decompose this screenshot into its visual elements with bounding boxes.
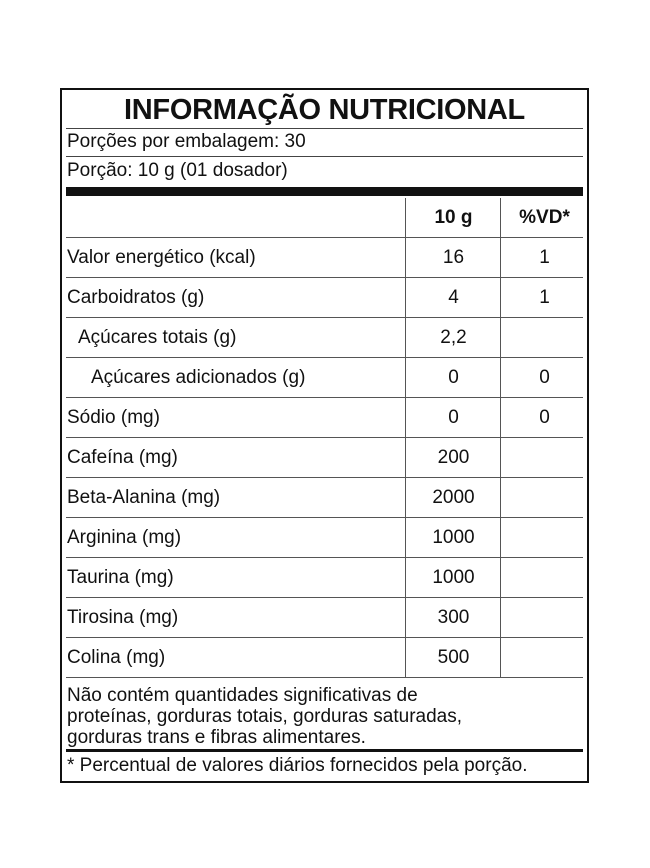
nutrient-quantity: 1000 bbox=[405, 558, 501, 597]
header-quantity: 10 g bbox=[405, 198, 501, 237]
nutrient-daily-value bbox=[500, 598, 588, 637]
table-row bbox=[66, 278, 583, 318]
footnote-divider bbox=[66, 749, 583, 752]
table-header-row bbox=[66, 198, 583, 238]
table-row bbox=[66, 598, 583, 638]
nutrient-daily-value bbox=[500, 518, 588, 557]
nutrient-daily-value: 1 bbox=[500, 278, 588, 317]
note-line: Não contém quantidades significativas de bbox=[67, 685, 418, 706]
table-row bbox=[66, 558, 583, 598]
table-row bbox=[66, 398, 583, 438]
nutrient-quantity: 300 bbox=[405, 598, 501, 637]
nutrient-name: Colina (mg) bbox=[67, 646, 166, 668]
nutrient-daily-value: 1 bbox=[500, 238, 588, 277]
note-line: proteínas, gorduras totais, gorduras saturadas, bbox=[67, 706, 463, 727]
nutrient-name: Carboidratos (g) bbox=[67, 286, 205, 308]
nutrient-name: Açúcares totais (g) bbox=[78, 326, 237, 348]
nutrient-daily-value bbox=[500, 638, 588, 677]
nutrient-daily-value bbox=[500, 478, 588, 517]
table-row bbox=[66, 638, 583, 678]
nutrient-quantity: 16 bbox=[405, 238, 501, 277]
nutrient-quantity: 2,2 bbox=[405, 318, 501, 357]
nutrient-name: Sódio (mg) bbox=[67, 406, 160, 428]
nutrient-name: Beta-Alanina (mg) bbox=[67, 486, 221, 508]
nutrient-daily-value bbox=[500, 558, 588, 597]
nutrient-name: Açúcares adicionados (g) bbox=[91, 366, 306, 388]
title-divider bbox=[66, 128, 583, 129]
not-significant-note bbox=[67, 685, 462, 748]
nutrient-quantity: 4 bbox=[405, 278, 501, 317]
table-row bbox=[66, 438, 583, 478]
nutrient-quantity: 200 bbox=[405, 438, 501, 477]
nutrient-daily-value bbox=[500, 438, 588, 477]
daily-value-note: * Percentual de valores diários fornecidos pela porção. bbox=[67, 755, 528, 776]
nutrient-quantity: 2000 bbox=[405, 478, 501, 517]
nutrient-name: Taurina (mg) bbox=[67, 566, 174, 588]
nutrient-name: Arginina (mg) bbox=[67, 526, 182, 548]
header-name-cell bbox=[66, 198, 406, 237]
header-daily-value: %VD* bbox=[500, 198, 588, 237]
nutrition-facts-label bbox=[60, 88, 589, 783]
serving-size: Porção: 10 g (01 dosador) bbox=[67, 160, 288, 181]
nutrient-quantity: 0 bbox=[405, 358, 501, 397]
nutrient-quantity: 500 bbox=[405, 638, 501, 677]
label-title: INFORMAÇÃO NUTRICIONAL bbox=[124, 94, 525, 126]
servings-per-package: Porções por embalagem: 30 bbox=[67, 131, 306, 152]
nutrient-quantity: 0 bbox=[405, 398, 501, 437]
nutrient-daily-value bbox=[500, 318, 588, 357]
nutrient-name: Tirosina (mg) bbox=[67, 606, 179, 628]
thick-divider bbox=[66, 187, 583, 196]
table-row bbox=[66, 478, 583, 518]
nutrient-quantity: 1000 bbox=[405, 518, 501, 557]
table-row bbox=[66, 318, 583, 358]
nutrient-name: Cafeína (mg) bbox=[67, 446, 178, 468]
table-row bbox=[66, 518, 583, 558]
table-row bbox=[66, 358, 583, 398]
table-row bbox=[66, 238, 583, 278]
nutrient-table bbox=[66, 198, 583, 678]
nutrient-daily-value: 0 bbox=[500, 358, 588, 397]
nutrient-daily-value: 0 bbox=[500, 398, 588, 437]
note-line: gorduras trans e fibras alimentares. bbox=[67, 727, 366, 748]
servings-divider bbox=[66, 156, 583, 157]
nutrient-name: Valor energético (kcal) bbox=[67, 246, 256, 268]
